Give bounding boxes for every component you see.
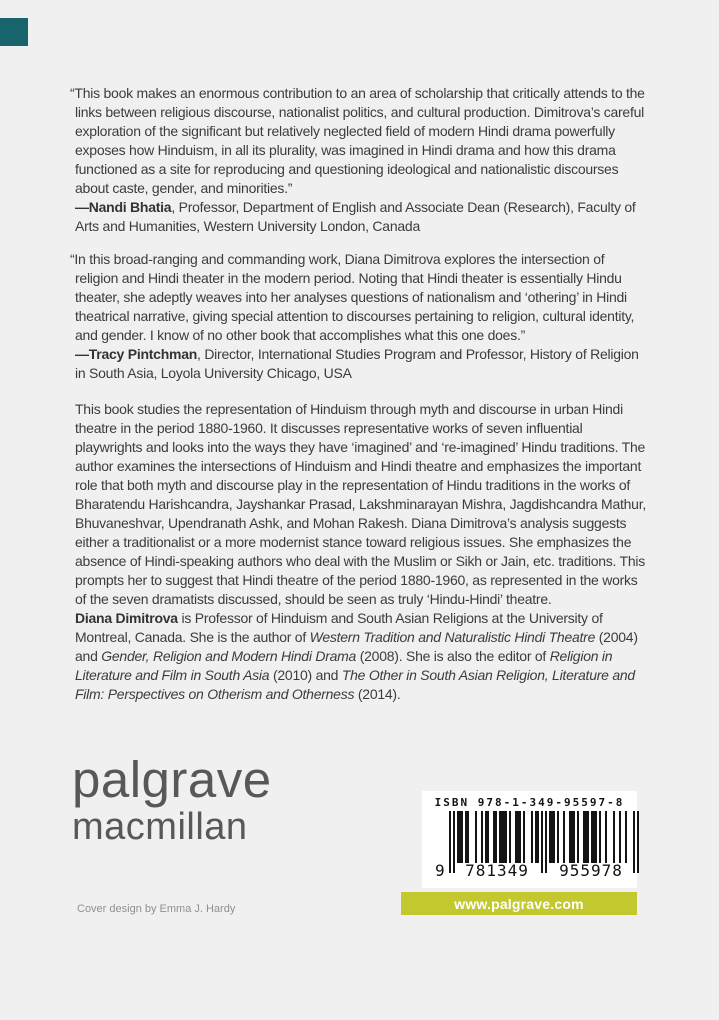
endorser-affiliation: , Professor, Department of English and Associate Dean (Research), Faculty of Arts and Humanities, Western University London, Canada xyxy=(75,199,636,234)
endorser-name: —Nandi Bhatia xyxy=(75,199,172,215)
cover-design-credit: Cover design by Emma J. Hardy xyxy=(77,903,236,915)
barcode-digits-right: 955978 xyxy=(559,861,623,880)
barcode-digits-left: 781349 xyxy=(465,861,529,880)
logo-macmillan: macmillan xyxy=(72,806,248,848)
book-description: This book studies the representation of Hinduism through myth and discourse in urban Hindi theatre in the period 1880-1960. It discusses representative works of seven influential playwrights and looks into the ways they have ‘imagined’ and ‘re-imagined’ Hindu traditions. The author examines the intersections of Hinduism and Hindi theatre and emphasizes the important role that both myth and discourse play in the representation of Hindu traditions in the works of Bharatendu Harishcandra, Jayshankar Prasad, Lakshminarayan Mishra, Jagdishcandra Mathur, Bhuvaneshvar, Upendranath Ashk, and Mohan Rakesh. Diana Dimitrova’s analysis suggests either a traditionalist or a more modernist stance toward religious issues. She emphasizes the absence of Hindi-speaking authors who deal with the Muslim or Sikh or Jain, etc. traditions. This prompts her to suggest that Hindi theatre of the period 1880-1960, as represented in the works of the seven dramatists discussed, should be seen as truly ‘Hindu-Hindi’ theatre. xyxy=(75,401,646,607)
endorsement-2 xyxy=(70,250,650,383)
book-title-italic: Western Tradition and Naturalistic Hindi Theatre xyxy=(309,629,596,645)
endorsement-1 xyxy=(70,84,650,236)
author-name: Diana Dimitrova xyxy=(75,610,178,626)
endorsement-attribution xyxy=(75,345,650,383)
publisher-url: www.palgrave.com xyxy=(454,895,584,912)
publisher-url-bar xyxy=(401,892,637,915)
endorser-affiliation: , Director, International Studies Program and Professor, History of Religion in South Asia, Loyola University Chicago, USA xyxy=(75,346,639,381)
isbn-label: ISBN 978-1-349-95597-8 xyxy=(434,796,625,809)
back-cover-text xyxy=(70,84,650,704)
author-bio: Diana Dimitrova is Professor of Hinduism and South Asian Religions at the University of Montreal, Canada. She is the author of Western Tradition and Naturalistic Hindi Theatre (2004) and Gender, Religion and Modern Hindi Drama (2008). She is also the editor of Religion in Literature and Film in South Asia (2010) and The Other in South Asian Religion, Literature and Film: Perspectives on Otherism and Otherness (2014). xyxy=(75,610,638,702)
endorsement-attribution xyxy=(75,198,650,236)
book-title-italic: Gender, Religion and Modern Hindi Drama xyxy=(101,648,357,664)
book-title-italic: Religion in Literature and Film in South Asia xyxy=(75,648,613,683)
barcode xyxy=(435,811,633,881)
endorsement-quote: “In this broad-ranging and commanding work, Diana Dimitrova explores the intersection of religion and Hindi theater in the modern period. Noting that Hindi theater is essentially Hindu theater, she adeptly weaves into her analyses questions of nationalism and ‘othering’ in Hindi theatrical narrative, giving special attention to discourses pertaining to religion, cultural identity, and gender. I know of no other book that accomplishes what this one does.” xyxy=(70,251,635,343)
spine-accent-square xyxy=(0,18,28,46)
endorser-name: —Tracy Pintchman xyxy=(75,346,198,362)
book-title-italic: The Other in South Asian Religion, Literature and Film: Perspectives on Otherism and Otherness xyxy=(75,667,635,702)
endorsement-quote: “This book makes an enormous contribution to an area of scholarship that critically attends to the links between religious discourse, nationalist politics, and cultural production. Dimitrova’s careful exploration of the significant but relatively neglected field of modern Hindi drama powerfully exposes how Hinduism, in all its plurality, was imagined in Hindi drama and how this drama functioned as a site for reproducing and questioning ideological and nationalistic discourses about caste, gender, and minorities.” xyxy=(70,85,645,196)
barcode-panel xyxy=(422,791,637,888)
logo-palgrave: palgrave xyxy=(72,751,272,808)
publisher-logo xyxy=(72,751,272,848)
barcode-digit-prefix: 9 xyxy=(435,861,445,880)
